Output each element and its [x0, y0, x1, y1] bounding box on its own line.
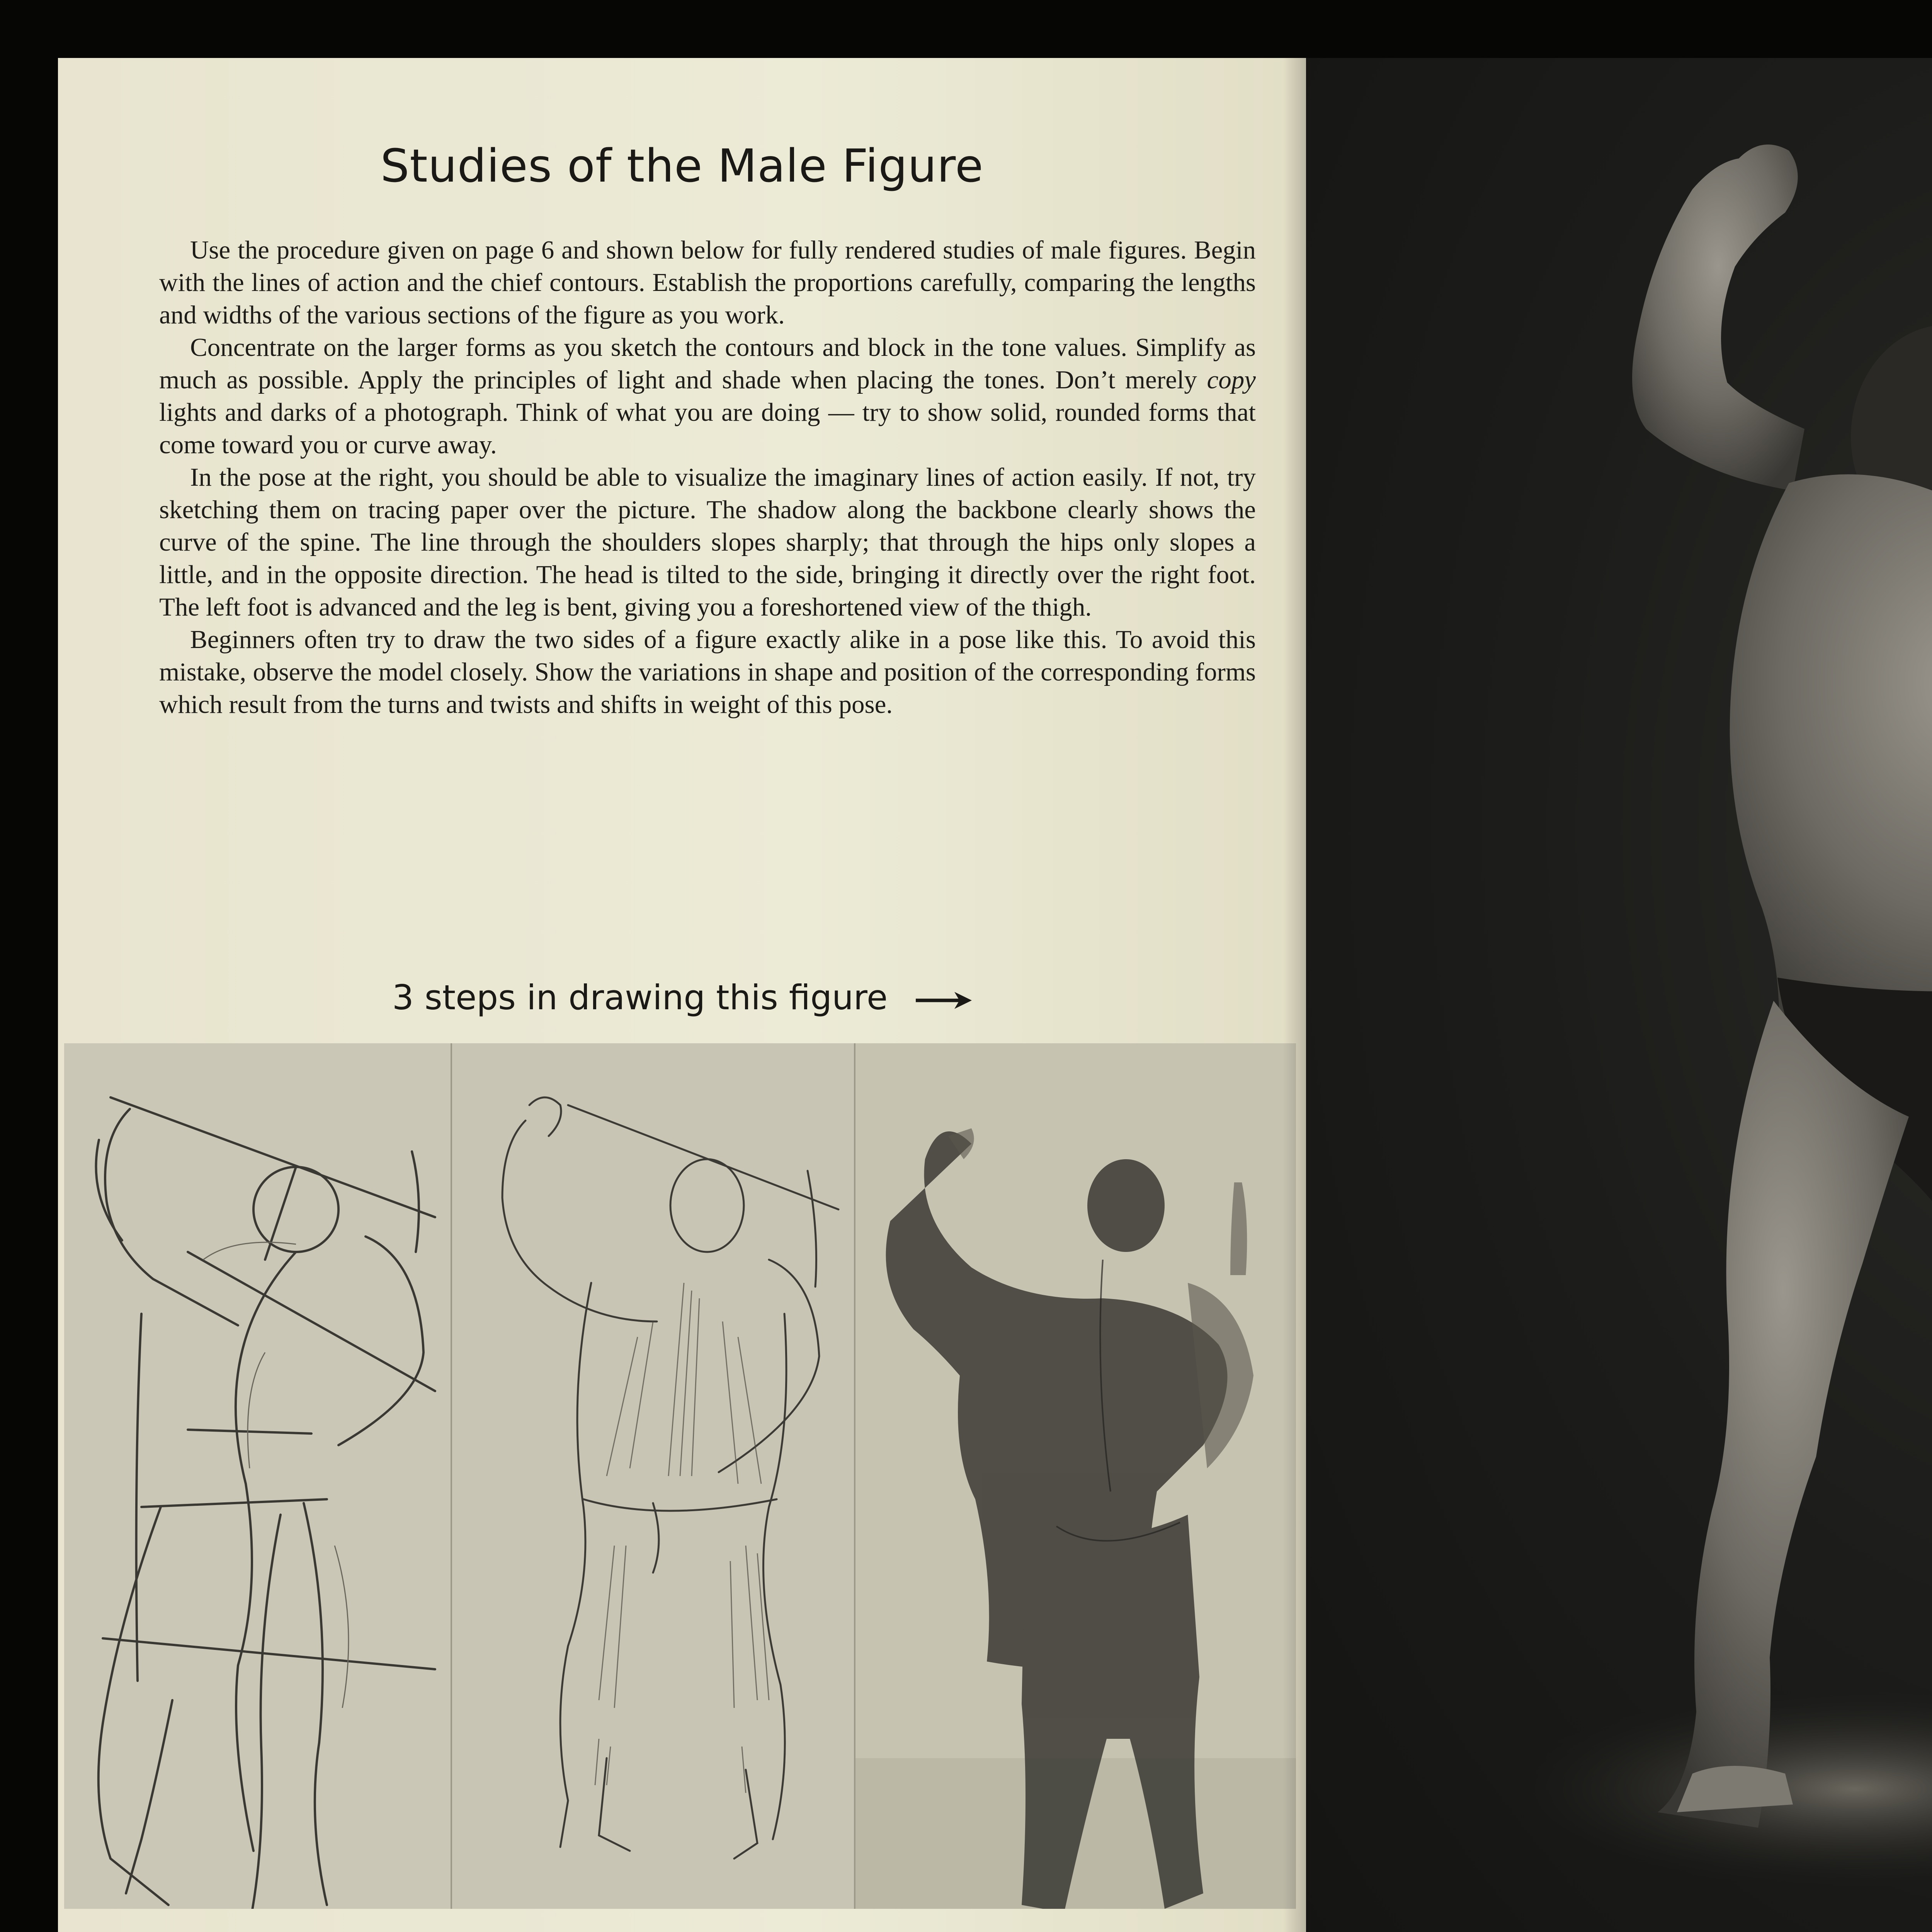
paragraph-1: Use the procedure given on page 6 and shown below for fully rendered studies of male figures. Begin with the lines of action and the chief contours. Establish the proportions carefully, comparing the lengths and widths of the various sections of the figure as you work. — [159, 236, 1256, 329]
steps-caption-text: 3 steps in drawing this figure — [392, 978, 888, 1017]
sketch-step-2-contours — [452, 1043, 854, 1909]
steps-caption — [58, 978, 1306, 1020]
page-title: Studies of the Male Figure — [380, 139, 984, 192]
paragraph-2-end: lights and darks of a photograph. Think of what you are doing — try to show solid, rounded forms that come toward you or curve away. — [159, 398, 1256, 459]
sketch-step-3-rendered — [855, 1043, 1296, 1909]
left-page — [58, 58, 1306, 1932]
male-figure-photo — [1306, 58, 1932, 1932]
paragraph-4: Beginners often try to draw the two sides of a figure exactly alike in a pose like this. To avoid this mistake, observe the model closely. Show the variations in shape and position of the corresponding forms which result from the turns and twists and shifts in weight of this pose. — [159, 625, 1256, 719]
body-text — [159, 234, 1256, 721]
paragraph-2-emphasis: copy — [1207, 366, 1256, 394]
paragraph-3: In the pose at the right, you should be able to visualize the imaginary lines of action easily. If not, try sketching them on tracing paper over the picture. The shadow along the backbone clearly shows the curve of the spine. The line through the shoulders slopes sharply; that through the hips only slopes a little, and in the opposite direction. The head is tilted to the side, bringing it directly over the right foot. The left foot is advanced and the leg is bent, giving you a foreshortened view of the thigh. — [159, 463, 1256, 621]
right-arrow-icon — [914, 980, 972, 1020]
gutter-shadow — [1283, 58, 1306, 1932]
paragraph-2-start: Concentrate on the larger forms as you sketch the contours and block in the tone values. Simplify as much as possible. Apply the principles of light and shade when placing the tones. Don’t merely — [159, 333, 1256, 394]
sketch-strip — [64, 1043, 1296, 1909]
paragraph-2 — [159, 331, 1256, 461]
sketch-step-1-lines-of-action — [64, 1043, 451, 1909]
right-page-photograph — [1306, 58, 1932, 1932]
